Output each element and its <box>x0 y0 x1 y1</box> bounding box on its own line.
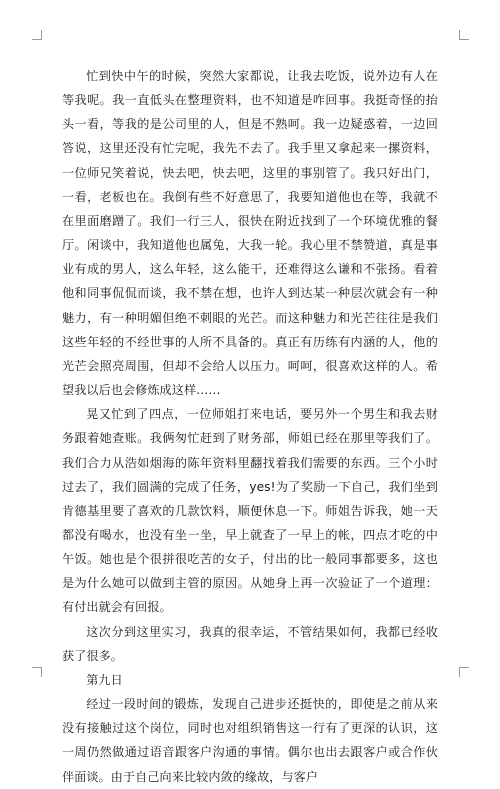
crop-mark-top-right <box>459 30 469 40</box>
crop-mark-bottom-right <box>459 667 469 677</box>
crop-mark-bottom-left <box>32 667 42 677</box>
paragraph-internship-summary: 这次分到这里实习，我真的很幸运，不管结果如何，我都已经收获了很多。 <box>62 624 438 663</box>
document-body <box>62 64 438 789</box>
crop-mark-top-left <box>32 30 42 40</box>
paragraph-lunch: 忙到快中午的时候，突然大家都说，让我去吃饭，说外边有人在等我呢。我一直低头在整理资料，也不知道是咋回事。我挺奇怪的抬头一看，等我的是公司里的人，但是不熟呵。我一边疑惑着，一边回答说，这里还没有忙完呢，我先不去了。我手里又拿起来一摞资料，一位师兄笑着说，快去吧，快去吧，这里的事别管了。我只好出门，一看，老板也在。我倒有些不好意思了，我要知道他也在等，我就不在里面磨蹭了。我们一行三人，很快在附近找到了一个环境优雅的餐厅。闲谈中，我知道他也属兔，大我一轮。我心里不禁赞道，真是事业有成的男人，这么年轻，这么能干，还难得这么谦和不张扬。看着他和同事侃侃而谈，我不禁在想，也许人到达某一种层次就会有一种魅力，有一种明媚但绝不刺眼的光芒。而这种魅力和光芒往往是我们这些年轻的不经世事的人所不具备的。真正有历练有内涵的人，他的光芒会照亮周围，但却不会给人以压力。呵呵，很喜欢这样的人。希望我以后也会修炼成这样…… <box>62 69 438 398</box>
paragraph-day-nine: 经过一段时间的锻炼，发现自己进步还挺快的，即使是之前从来没有接触过这个岗位，同时也对组织销售这一行有了更深的认识，这一周仍然做通过语音跟客户沟通的事情。偶尔也出去跟客户或合作伙伴面谈。由于自己向来比较内敛的缘故，与客户 <box>62 697 438 784</box>
section-heading-day-nine: 第九日 <box>86 672 123 687</box>
paragraph-finance-audit: 晃又忙到了四点，一位师姐打来电话，要另外一个男生和我去财务跟着她查账。我俩匆忙赶到了财务部，师姐已经在那里等我们了。我们合力从浩如烟海的陈年资料里翻找着我们需要的东西。三个小时过去了，我们圆满的完成了任务，yes!为了奖励一下自己，我们坐到肯德基里要了喜欢的几款饮料，顺便休息一下。师姐告诉我，她一天都没有喝水，也没有坐一坐，早上就查了一早上的帐，四点才吃的中午饭。她也是个很拼很吃苦的女子，付出的比一般同事都要多，这也是为什么她可以做到主管的原因。从她身上再一次验证了一个道理：有付出就会有回报。 <box>62 407 438 615</box>
